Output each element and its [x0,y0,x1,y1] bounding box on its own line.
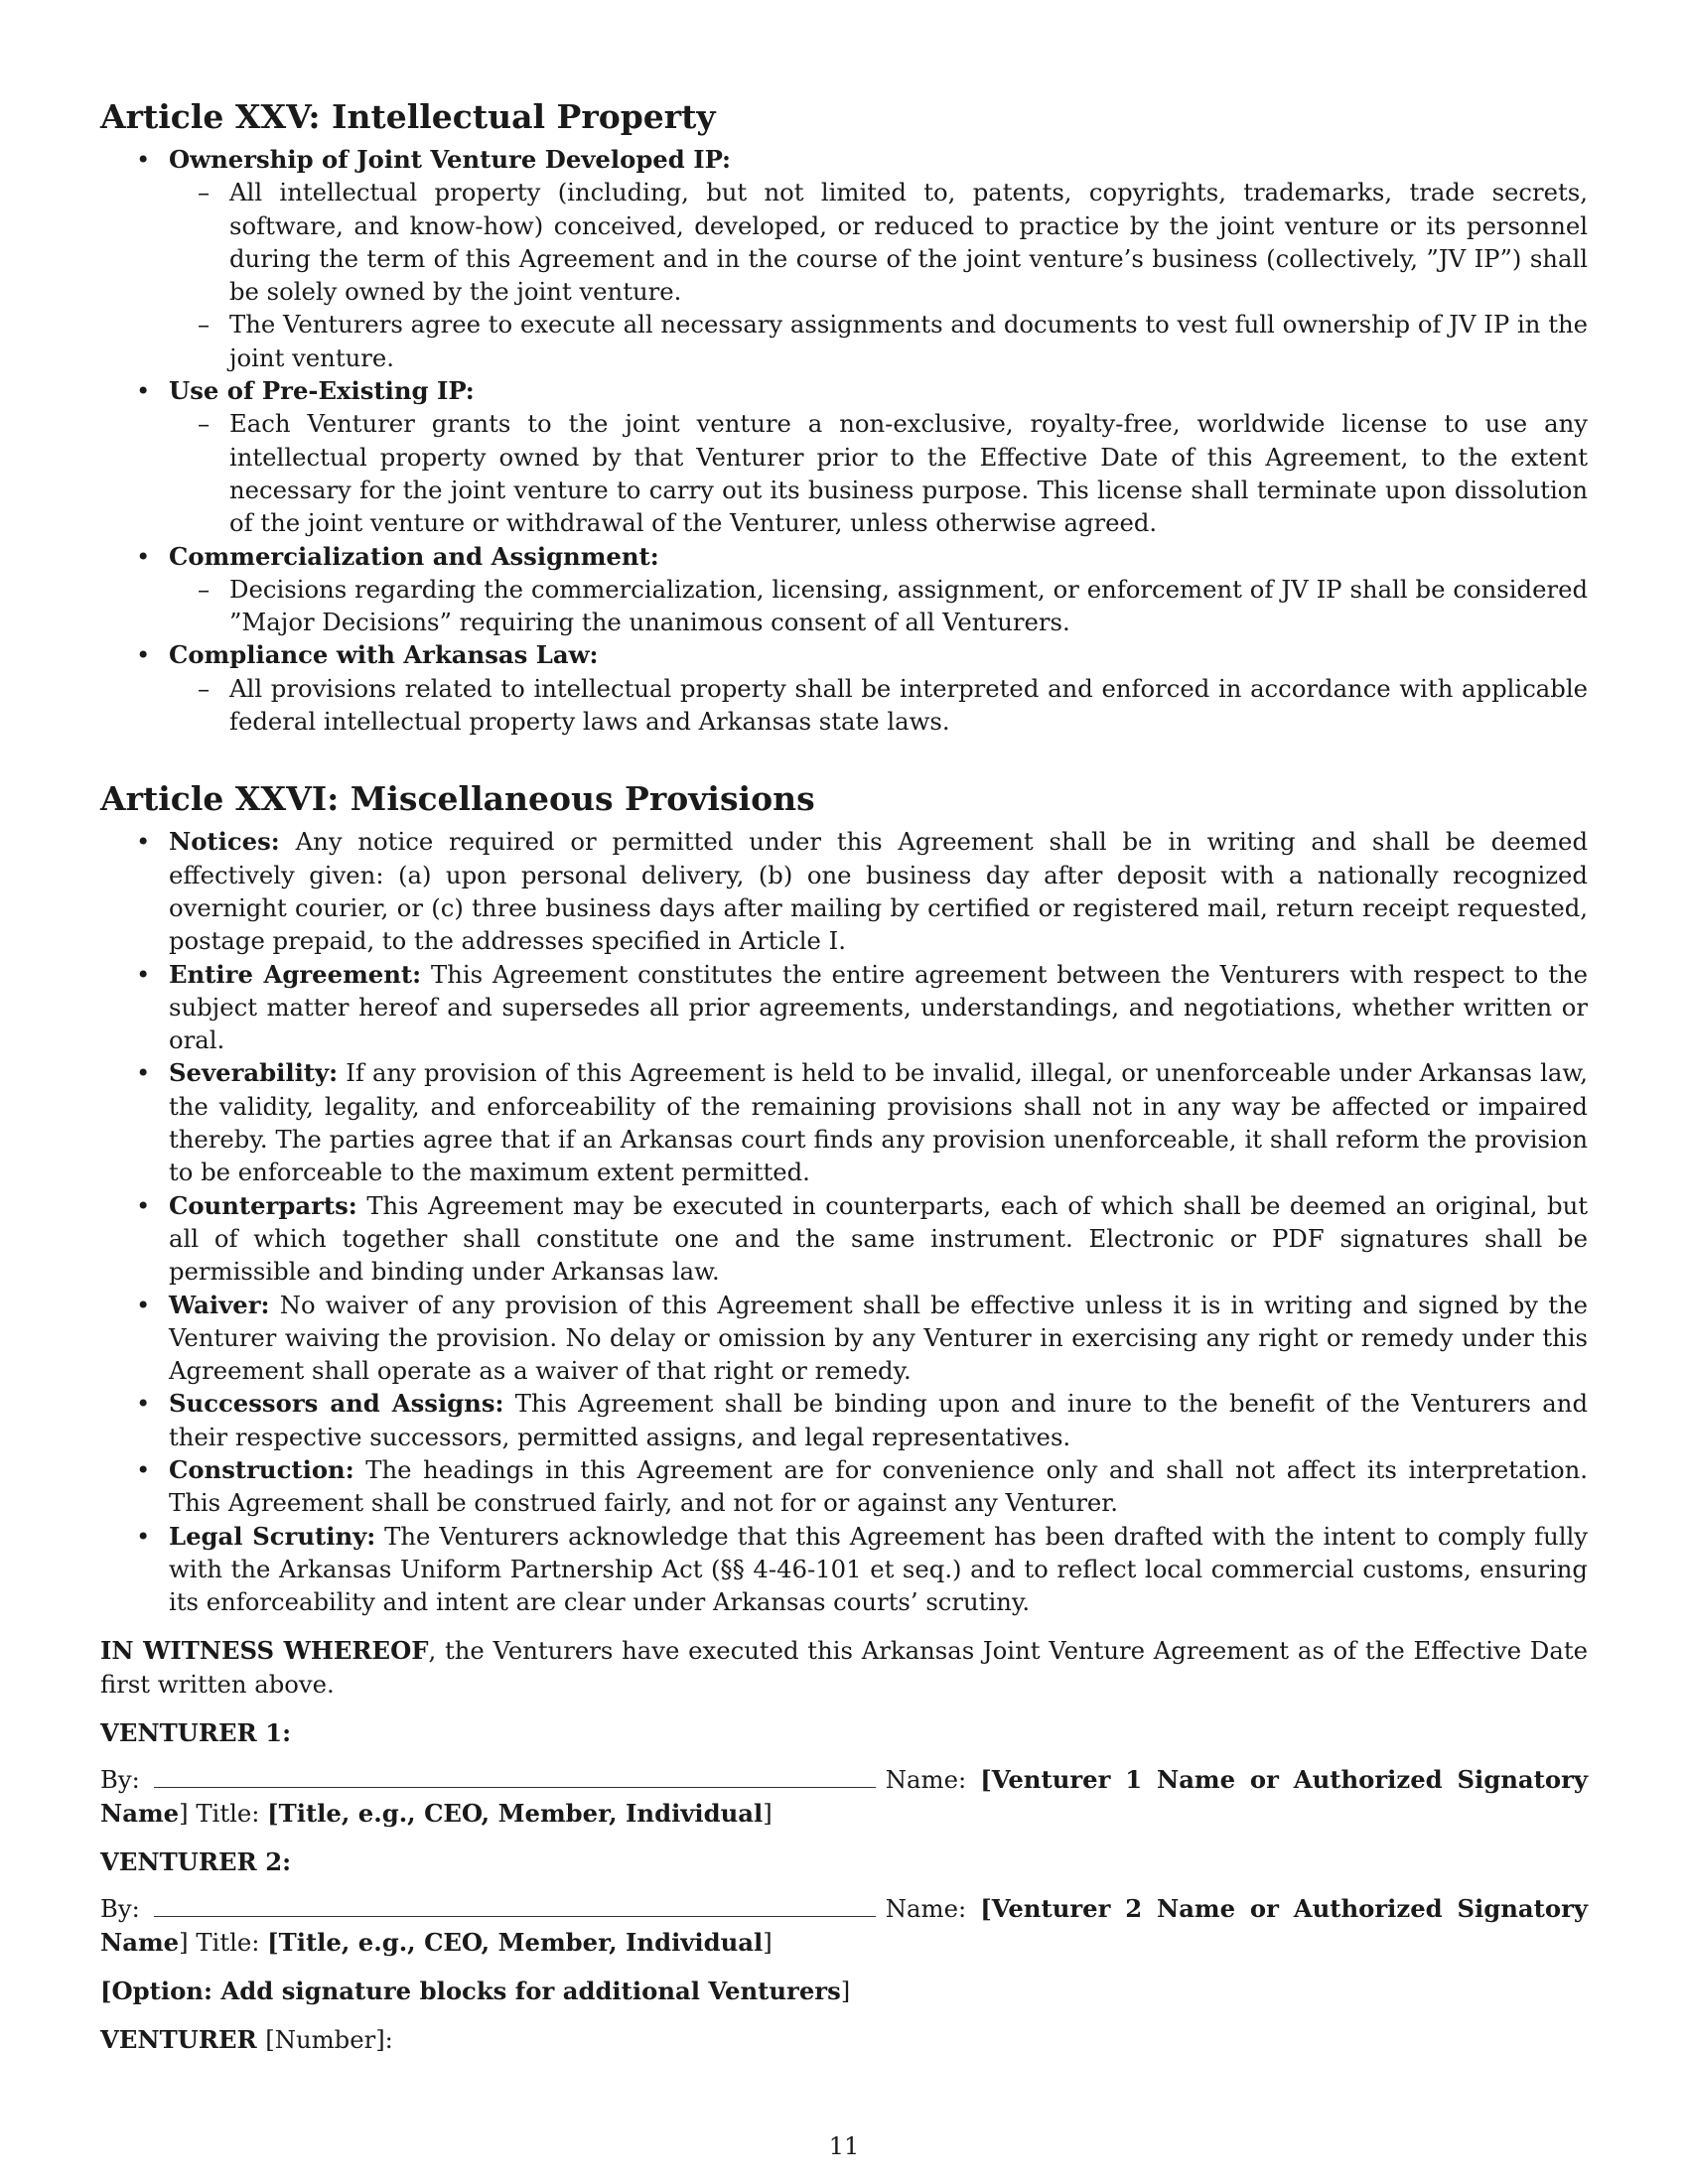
article-25-list [100,143,1588,738]
sub-item: – The Venturers agree to execute all necessary assignments and documents to vest full ownership of JV IP in the joint venture. [169,308,1588,374]
by-label: By: [100,1765,140,1795]
venturer-1-title: [Title, e.g., CEO, Member, Individual [267,1798,764,1828]
item-label: Waiver: [169,1290,270,1319]
item-text: This Agreement may be executed in counterparts, each of which shall be deemed an original, but all of which together shall constitute one and the same instrument. Electronic or PDF signatures shall be permissible and binding under Arkansas law. [169,1190,1588,1287]
signature-line[interactable] [154,1765,876,1788]
item-label: Counterparts: [169,1190,357,1220]
list-item [100,1056,1588,1188]
witness-bold: IN WITNESS WHEREOF [100,1636,429,1666]
venturer-n-number: [Number]: [265,2025,393,2055]
venturer-n-word: VENTURER [100,2025,257,2055]
list-item [100,374,1588,539]
item-heading: Use of Pre-Existing IP: [169,376,475,406]
article-25-heading: Article XXV: Intellectual Property [100,97,716,136]
document-page [100,95,1588,2056]
list-item [100,958,1588,1057]
bracket-close: ] [840,1976,851,2005]
bracket-close: ] [763,1927,773,1957]
item-text: If any provision of this Agreement is held to be invalid, illegal, or unenforceable under Arkansas law, the validity, legality, and enforceability of the remaining provisions shall not in any way be affected or impaired thereby. The parties agree that if an Arkansas court finds any provision unenforceable, it shall reform the provision to be enforceable to the maximum extent permitted. [169,1058,1588,1187]
item-text: The Venturers acknowledge that this Agreement has been drafted with the intent to comply fully with the Arkansas Uniform Partnership Act (§§ 4-46-101 et seq.) and to reflect local commercial customs, ensuring its enforceability and intent are clear under Arkansas courts’ scrutiny. [169,1521,1589,1617]
sub-item: – All provisions related to intellectual property shall be interpreted and enforced in accordance with applicable federal intellectual property laws and Arkansas state laws. [169,672,1588,739]
venturer-1-signature-block [100,1763,1588,1830]
venturer-2-title: [Title, e.g., CEO, Member, Individual [267,1927,764,1957]
item-label: Construction: [169,1454,354,1484]
venturer-1-name: [Venturer 1 Name or Authorized Signatory Name [100,1765,1588,1828]
item-heading: Ownership of Joint Venture Developed IP: [169,145,731,174]
item-label: Severability: [169,1058,339,1088]
witness-text: , the Venturers have executed this Arkansas Joint Venture Agreement as of the Effective Date first written above. [100,1636,1588,1699]
sub-item: – All intellectual property (including, but not limited to, patents, copyrights, trademarks, trade secrets, software, and know-how) conceived, developed, or reduced to practice by the joint venture or its personnel during the term of this Agreement and in the course of the joint venture’s business (collectively, ”JV IP”) shall be solely owned by the joint venture. [169,176,1588,308]
article-26-heading: Article XXVI: Miscellaneous Provisions [100,779,815,819]
venturer-2-signature-block [100,1892,1588,1959]
list-item [100,143,1588,374]
item-label: Entire Agreement: [169,959,422,989]
sub-item: – Decisions regarding the commercialization, licensing, assignment, or enforcement of JV IP shall be considered ”Major Decisions” requiring the unanimous consent of all Venturers. [169,573,1588,639]
page-number: 11 [828,2132,860,2160]
list-item [100,825,1588,957]
item-text: Any notice required or permitted under this Agreement shall be in writing and shall be deemed effectively given: (a) upon personal delivery, (b) one business day after deposit with a nationally recognized overnight courier, or (c) three business days after mailing by certified or registered mail, return receipt requested, postage prepaid, to the addresses specified in Article I. [169,827,1588,956]
list-item [100,638,1588,738]
bracket-close: ] [179,1927,189,1957]
venturer-1-label: VENTURER 1: [100,1718,292,1748]
list-item [100,1289,1588,1388]
item-text: This Agreement shall be binding upon and inure to the benefit of the Venturers and their respective successors, permitted assigns, and legal representatives. [169,1389,1588,1451]
name-label: Name: [885,1894,967,1924]
name-label: Name: [885,1765,967,1795]
signature-line[interactable] [154,1894,876,1917]
item-heading: Compliance with Arkansas Law: [169,640,599,670]
sub-item: – Each Venturer grants to the joint venture a non-exclusive, royalty-free, worldwide license to use any intellectual property owned by that Venturer prior to the Effective Date of this Agreement, to the extent necessary for the joint venture to carry out its business purpose. This license shall terminate upon dissolution of the joint venture or withdrawal of the Venturer, unless otherwise agreed. [169,407,1588,539]
option-note [100,1975,1588,2007]
venturer-2-label: VENTURER 2: [100,1846,292,1876]
article-26-list [100,825,1588,1618]
item-label: Successors and Assigns: [169,1389,504,1419]
title-label: Title: [196,1798,260,1828]
item-heading: Commercialization and Assignment: [169,541,659,571]
title-label: Title: [196,1927,260,1957]
item-text: The headings in this Agreement are for convenience only and shall not affect its interpretation. This Agreement shall be construed fairly, and not for or against any Venturer. [169,1454,1588,1518]
list-item [100,1189,1588,1289]
bracket-close: ] [179,1798,189,1828]
list-item [100,1453,1588,1520]
venturer-2-name: [Venturer 2 Name or Authorized Signatory Name [100,1894,1588,1957]
by-label: By: [100,1894,140,1924]
venturer-n-label [100,2023,1588,2056]
item-label: Notices: [169,827,280,857]
item-text: This Agreement constitutes the entire agreement between the Venturers with respect to the subject matter hereof and supersedes all prior agreements, understandings, and negotiations, whether written or oral. [169,959,1588,1055]
option-note-text: [Option: Add signature blocks for additional Venturers [100,1976,841,2005]
list-item [100,1387,1588,1453]
witness-paragraph [100,1634,1588,1701]
item-text: No waiver of any provision of this Agreement shall be effective unless it is in writing and signed by the Venturer waiving the provision. No delay or omission by any Venturer in exercising any right or remedy under this Agreement shall operate as a waiver of that right or remedy. [169,1290,1588,1386]
bracket-close: ] [763,1798,773,1828]
list-item [100,540,1588,639]
item-label: Legal Scrutiny: [169,1521,376,1551]
list-item [100,1520,1588,1619]
